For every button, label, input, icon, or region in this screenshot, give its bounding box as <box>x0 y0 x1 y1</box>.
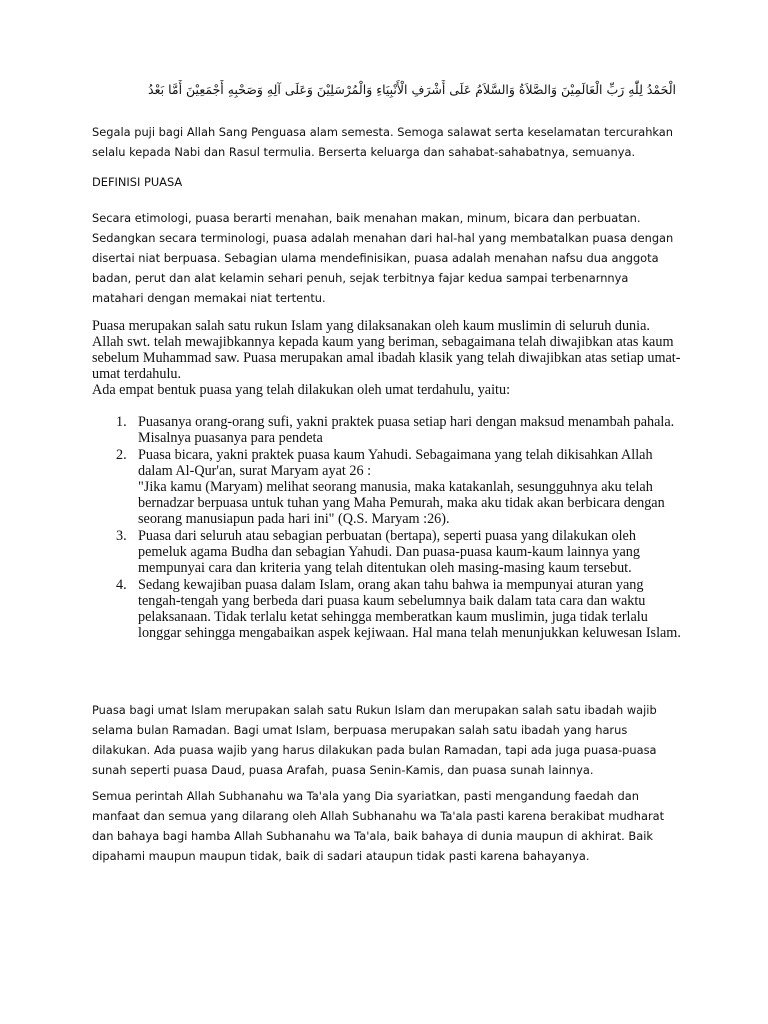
list-item <box>92 577 682 641</box>
list-number: 4. <box>116 577 127 593</box>
list-number: 1. <box>116 414 127 430</box>
arabic-opening-line: الْحَمْدُ لِلّٰهِ رَبِّ الْعَالَمِيْنَ وَالصَّلاَةُ وَالسَّلاَمُ عَلَى أَشْرَفِ الْأَنْبِيَاءِ وَالْمُرْسَلِيْنَ وَعَلَى آلِهِ وَصَحْبِهِ أَجْمَعِيْنَ أَمَّا بَعْدُ <box>148 82 676 97</box>
closing-paragraph: Semua perintah Allah Subhanahu wa Ta'ala yang Dia syariatkan, pasti mengandung faedah dan manfaat dan semua yang dilarang oleh Allah Subhanahu wa Ta'ala pasti karena berakibat mudharat dan bahaya bagi hamba Allah Subhanahu wa Ta'ala, baik bahaya di dunia maupun di akhirat. Baik dipahami maupun maupun tidak, baik di sadari ataupun tidak pasti karena bahayanya. <box>92 789 665 863</box>
definition-paragraph: Secara etimologi, puasa berarti menahan, baik menahan makan, minum, bicara dan perbuatan. Sedangkan secara terminologi, puasa adalah menahan dari hal-hal yang membatalkan puasa dengan disertai niat berpuasa. Sebagian ulama mendefinisikan, puasa adalah menahan nafsu dua anggota badan, perut dan alat kelamin sehari penuh, sejak terbitnya fajar kedua sampai terbenarnnya matahari dengan memakai niat tertentu. <box>92 211 674 305</box>
list-item <box>92 414 682 446</box>
list-item-text: Sedang kewajiban puasa dalam Islam, orang akan tahu bahwa ia mempunyai aturan yang tengah-tengah yang berbeda dari puasa kaum sebelumnya baik dalam tata cara dan waktu pelaksanaan. Tidak terlalu ketat sehingga memberatkan kaum muslimin, juga tidak terlalu longgar sehingga mengabaikan aspek kejiwaan. Hal mana telah menunjukkan keluwesan Islam. <box>138 577 681 641</box>
list-item <box>92 447 682 527</box>
quran-quote: "Jika kamu (Maryam) melihat seorang manusia, maka katakanlah, sesungguhnya aku telah bernadzar berpuasa untuk tuhan yang Maha Pemurah, maka aku tidak akan berbicara dengan seorang manusiapun pada hari ini" (Q.S. Maryam :26). <box>138 479 665 527</box>
section-heading: DEFINISI PUASA <box>92 175 183 189</box>
list-number: 2. <box>116 447 127 463</box>
list-item-text: Puasa bicara, yakni praktek puasa kaum Yahudi. Sebagaimana yang telah dikisahkan Allah dalam Al-Qur'an, surat Maryam ayat 26 : <box>138 447 653 479</box>
ramadan-paragraph: Puasa bagi umat Islam merupakan salah satu Rukun Islam dan merupakan salah satu ibadah wajib selama bulan Ramadan. Bagi umat Islam, berpuasa merupakan salah satu ibadah yang harus dilakukan. Ada puasa wajib yang harus dilakukan pada bulan Ramadan, tapi ada juga puasa-puasa sunah seperti puasa Daud, puasa Arafah, puasa Senin-Kamis, dan puasa sunah lainnya. <box>92 703 657 777</box>
list-item-text: Puasa dari seluruh atau sebagian perbuatan (bertapa), seperti puasa yang dilakukan oleh pemeluk agama Budha dan sebagian Yahudi. Dan puasa-puasa kaum-kaum lainnya yang mempunyai cara dan kriteria yang telah ditentukan oleh masing-masing kaum tersebut. <box>138 528 640 576</box>
list-number: 3. <box>116 528 127 544</box>
serif-paragraph-2: Ada empat bentuk puasa yang telah dilakukan oleh umat terdahulu, yaitu: <box>92 382 511 398</box>
list-item <box>92 528 682 576</box>
serif-paragraph-1: Puasa merupakan salah satu rukun Islam yang dilaksanakan oleh kaum muslimin di seluruh dunia. Allah swt. telah mewajibkannya kepada kaum yang beriman, sebagaimana telah diwajibkan atas kaum sebelum Muhammad saw. Puasa merupakan amal ibadah klasik yang telah diwajibkan atas setiap umat-umat terdahulu. <box>92 318 681 382</box>
intro-paragraph: Segala puji bagi Allah Sang Penguasa alam semesta. Semoga salawat serta keselamatan tercurahkan selalu kepada Nabi dan Rasul termulia. Berserta keluarga dan sahabat-sahabatnya, semuanya. <box>92 125 674 159</box>
list-item-text: Puasanya orang-orang sufi, yakni praktek puasa setiap hari dengan maksud menambah pahala. Misalnya puasanya para pendeta <box>138 414 675 446</box>
fasting-types-list <box>92 414 682 642</box>
